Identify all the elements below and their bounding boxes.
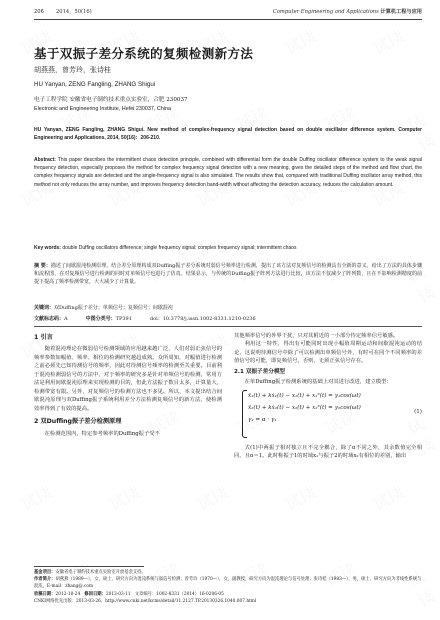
abstract-en-label: Abstract: [34,157,56,163]
doi: doi：10.3778/j.issn.1002-8331.1210-0236 [149,316,256,322]
author-bio-label: 作者简介： [34,577,56,583]
keywords-en [34,244,422,252]
running-header [34,4,422,20]
journal-name-cn: 计算机工程与应用 [380,9,422,15]
equation-line-3: γ₂ = α · γ₁ [248,416,277,423]
abstract-cn [34,262,422,287]
affiliation-cn: 电子工程学院 安徽省电子制约技术重点实验室，合肥 230037 [34,97,188,103]
affiliation-en: Electronic and Engineering Institute, Hefei 230037, China [34,106,171,112]
intro-paragraph: 随着混沌理论在微弱信号检测领域的应用越来越广泛，人们对弱正弦信号的频率参数如幅值、频率、相位的检测研究越趋成熟。众所周知，对幅值进行检测之前必须先已知待测信号的频率，因此对待测信号频率的检测至关重要。目前利于混沌检测弱信号的方法中，对于频率的研究多是针对单频信号的检测，常用方法是利用间歇混沌原理来实现检测的目的，但此方法振子数目太多，计算量大，检测带宽有限。另外，对复频信号的检测方法也不多见。所以，本文提出结合间歇混沌原理与双Duffing振子系统利用差分方法检测复频信号的新方法，使检测效率得到了有效的提高。 [34,346,222,412]
watermark-text [280,480,319,515]
journal-name-en: Computer Engineering and Applications [272,9,379,15]
journal-name [106,8,422,15]
page-number: 206 [34,8,44,15]
article-meta [34,315,422,323]
abstract-en-text: This paper describes the intermittent chaos detection principle, combined with differential form the double Duffing oscillator difference system to the weak signal frequency detection, especially proposes the method for complex frequency signal detection with a new meaning, gives the detailed steps of the method and flow chart, the complex frequency signals are detected and the single-frequency signal is also simulated. The results show that, compared with traditional Duffing oscillator array method, this method not only reduces the array number, and improves frequency detection band-width without affecting the detection accuracy, reduces the calculation amount. [34,157,422,188]
cnki-publish: CNKI网络优先出版：2013-03-26，http://www.cnki.net/kcms/detail/11.2127.TP.20130326.1040.007.html [34,598,257,604]
right-paragraph-1: 其他频率信号的外界干扰，只对其附近的一小部分待定频率信号敏感。 [234,333,399,339]
watermark-text [192,480,231,515]
subsection-heading-model: 2.1 双振子差分模型 [234,368,286,375]
author-bio [34,576,422,590]
section-heading-intro: 1 引言 [34,334,53,341]
clc-label: 中图分类号： [85,316,116,322]
divider [34,326,422,327]
section-heading-principle: 2 双Duffing振子差分检测原理 [34,418,122,426]
clc-number [86,315,132,323]
equation-line-2: ẍ₂(t) + kẋ₂(t) − x₂(t) + x₂³(t) = γ₂cos(ωt) [248,404,361,411]
doc-code-value: A [64,316,68,322]
received-date: 2012-10-24 [55,591,81,597]
abstract-cn-label: 摘 要： [34,263,51,269]
right-column [234,332,422,461]
keywords-en-label: Key words: [34,245,61,251]
principle-paragraph: 在检测范围内，特定参考频率的Duffing振子受不 [44,430,160,437]
authors-en: HU Yanyan, ZENG Fangling, ZHANG Shigui [34,81,156,88]
watermark-text [280,24,319,59]
watermark-text [16,480,55,515]
funding [34,569,422,576]
keywords-cn-label: 关键词： [34,305,55,311]
equation-brace [242,390,247,438]
equation-1 [234,390,422,440]
citation: HU Yanyan, ZENG Fangling, ZHANG Shigui. New method of complex-frequency signal detection based on double oscillator difference system. Computer Engineering and Applications, 2014, 50(16)：206-210. [34,127,422,142]
funding-text: 安徽省电子制约技术重点实验室开放基金支持。 [55,570,146,575]
funding-label: 基金项目： [34,570,56,575]
author-bio-text: 胡燕燕（1989—），女，硕士，研究方向为混沌系统与弱信号检测；曾芳玲（1970—），女，副教授，研究方向为混沌理论与信号处理；张诗桂（1983—），男，硕士，研究方向为非线性系统与混沌。E-mail：zhang@.com [34,577,422,590]
left-column [34,332,222,438]
volume-issue: 2014，50(16) [56,9,92,15]
revised-date: 2013-03-11 [105,591,131,597]
footnote-divider [34,566,144,567]
keywords-cn [34,304,422,312]
paper-title: 基于双振子差分系统的复频检测新方法 [34,46,254,61]
watermark-text [368,24,407,59]
authors-cn: 胡燕燕，曾芳玲，张诗桂 [34,66,111,74]
doc-code-label: 文献标志码： [34,316,65,322]
received-label: 收稿日期： [34,591,56,597]
watermark-text [368,480,407,515]
keywords-en-text: double Duffing oscillators difference; single frequency signal; complex frequency signal; intermittent chaos [62,245,297,251]
doc-code [34,315,68,323]
abstract-en [34,156,422,189]
footnote [34,569,422,605]
abstract-cn-text: 描述了间歇混沌检测原理，结合差分原理构成双Duffing振子差分系统对弱信号频率进行检测，提出了该方法对复频信号的检测具有全新的意义，给出了方法的具体步骤和流程图，在对复频信号进行检测的同时对单频信号也进行了仿真。结果显示，与传统的Duffing振子阵列方法进行比较，该方法不仅减少了阵列数，且在不影响检测精度的前提下提高了频率检测带宽，大大减少了计算量。 [34,263,422,286]
keywords-cn-text: 双Duffing振子差分；单频信号；复频信号；间歇混沌 [54,305,173,311]
watermark-text [104,480,143,515]
right-paragraph-2: 利用这一特性，得出有可能同时出现小幅值周期运动和间歇混沌运动的结论，这说明待测信号中除了可以检测出单频信号外，有时可在同个不同频率的差值信号的可能，即复频信号，否则，无须正弦信号存在。 [234,341,422,365]
right-paragraph-4: 式(1)中两振子相对独立且不完全耦合，除了α不同之外，其余数值完全相同，且α＝1。此时称振子1的时域x₁与振子2的时域x₂有相位的差别，输出 [234,444,422,460]
right-paragraph-3: 在单Duffing振子检测系统的基础上对其进行改进，建立模型： [244,379,392,386]
equation-line-1: ẍ₁(t) + kẋ₁(t) − x₁(t) + x₁³(t) = γ₁cos(ωt) [248,392,361,399]
article-number: 文章编号：1002-8331（2014）16-0206-05 [134,591,224,597]
dates [34,591,422,598]
equation-number: (1) [414,408,422,415]
clc-value: TP391 [115,316,132,322]
revised-label: 修回日期： [84,591,106,597]
